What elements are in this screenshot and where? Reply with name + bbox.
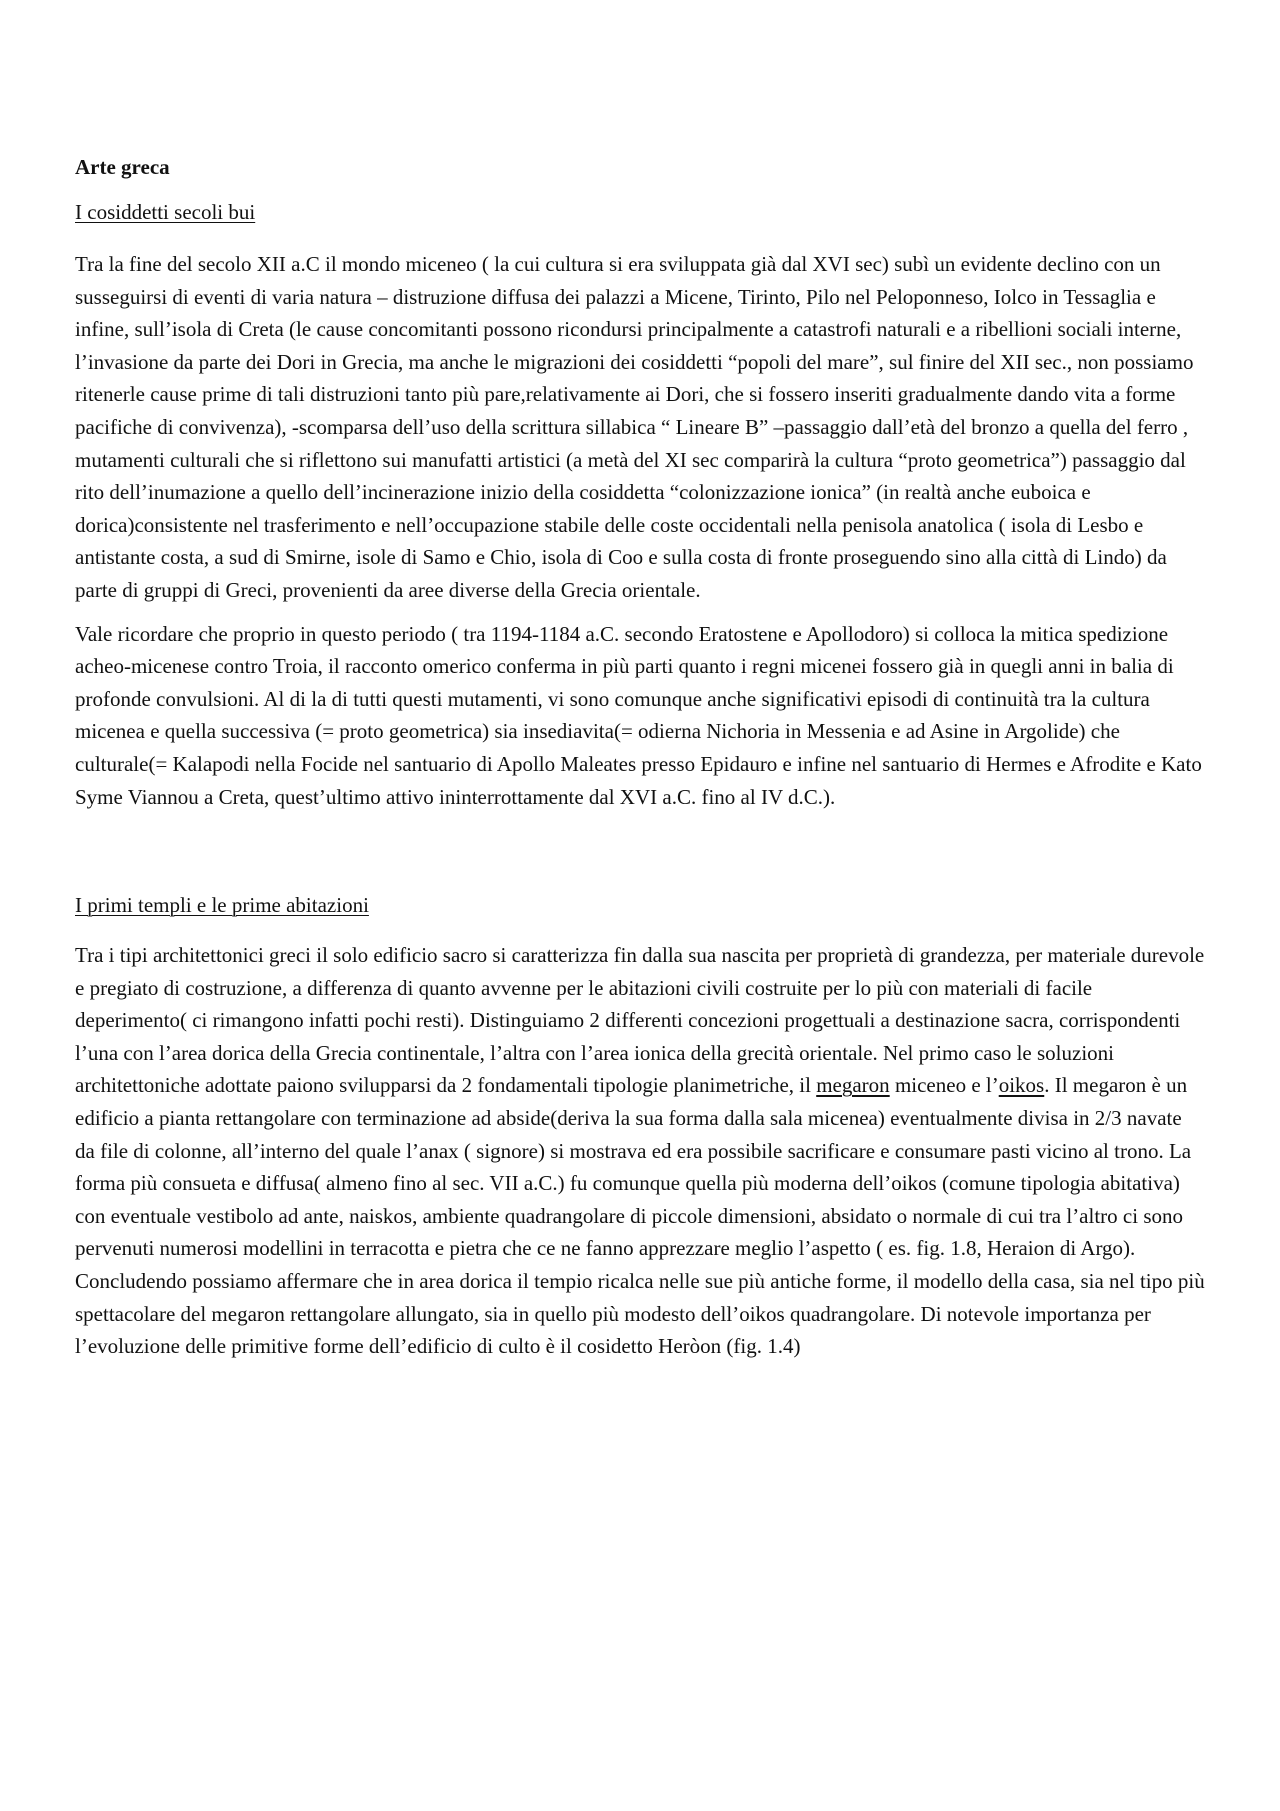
document-title: Arte greca [75, 155, 170, 179]
term-oikos: oikos [998, 1073, 1045, 1098]
paragraph-temples-dwellings [75, 939, 1205, 1363]
section-heading-first-temples: I primi templi e le prime abitazioni [75, 893, 369, 918]
paragraph-text-between: miceneo e l’ [889, 1073, 999, 1098]
paragraph-troy-expedition: Vale ricordare che proprio in questo periodo ( tra 1194-1184 a.C. secondo Eratostene e Apollodoro) si colloca la mitica spedizione acheo-micenese contro Troia, il racconto omerico conferma in più parti quanto i regni micenei fossero già in quegli anni in balia di profonde convulsioni. Al di la di tutti questi mutamenti, vi sono comunque anche significativi episodi di continuità tra la cultura micenea e quella successiva (= proto geometrica) sia insediavita(= odierna Nichoria in Messenia e ad Asine in Argolide) che culturale(= Kalapodi nella Focide nel santuario di Apollo Maleates presso Epidauro e infine nel santuario di Hermes e Afrodite e Kato Syme Viannou a Creta, quest’ultimo attivo ininterrottamente dal XVI a.C. fino al IV d.C.). [75, 621, 1202, 809]
document-page [75, 150, 1205, 1363]
paragraph-decline-mycenaean: Tra la fine del secolo XII a.C il mondo miceneo ( la cui cultura si era sviluppata già dal XVI sec) subì un evidente declino con un susseguirsi di eventi di varia natura – distruzione diffusa dei palazzi a Micene, Tirinto, Pilo nel Peloponneso, Iolco in Tessaglia e infine, sull’isola di Creta (le cause concomitanti possono ricondursi principalmente a catastrofi naturali e a ribellioni sociali interne, l’invasione da parte dei Dori in Grecia, ma anche le migrazioni dei cosiddetti “popoli del mare”, sul finire del XII sec., non possiamo ritenerle cause prime di tali distruzioni tanto più pare,relativamente ai Dori, che si fossero inseriti gradualmente dando vita a forme pacifiche di convivenza), -scomparsa dell’uso della scrittura sillabica “ Lineare B” –passaggio dall’età del bronzo a quella del ferro , mutamenti culturali che si riflettono sui manufatti artistici (a metà del XI sec comparirà la cultura “proto geometrica”) passaggio dal rito dell’inumazione a quello dell’incinerazione inizio della cosiddetta “colonizzazione ionica” (in realtà anche euboica e dorica)consistente nel trasferimento e nell’occupazione stabile delle coste occidentali nella penisola anatolica ( isola di Lesbo e antistante costa, a sud di Smirne, isole di Samo e Chio, isola di Coo e sulla costa di fronte proseguendo sino alla città di Lindo) da parte di gruppi di Greci, provenienti da aree diverse della Grecia orientale. [75, 252, 1194, 602]
paragraph-text-end: . Il megaron è un edificio a pianta rettangolare con terminazione ad abside(deriva la sua forma dalla sala micenea) eventualmente divisa in 2/3 navate da file di colonne, all’interno del quale l’anax ( signore) si mostrava ed era possibile sacrificare e consumare pasti vicino al trono. La forma più consueta e diffusa( almeno fino al sec. VII a.C.) fu comunque quella più moderna dell’oikos (comune tipologia abitativa) con eventuale vestibolo ad ante, naiskos, ambiente quadrangolare di piccole dimensioni, absidato o normale di cui tra l’altro ci sono pervenuti numerosi modellini in terracotta e pietra che ce ne fanno apprezzare meglio l’aspetto ( es. fig. 1.8, Heraion di Argo). Concludendo possiamo affermare che in area dorica il tempio ricalca nelle sue più antiche forme, il modello della casa, sia nel tipo più spettacolare del megaron rettangolare allungato, sia in quello più modesto dell’oikos quadrangolare. Di notevole importanza per l’evoluzione delle primitive forme dell’edificio di culto è il cosidetto Heròon (fig. 1.4) [75, 1073, 1205, 1359]
section-heading-dark-ages: I cosiddetti secoli bui [75, 200, 256, 224]
paragraph-text-start: Tra i tipi architettonici greci il solo edificio sacro si caratterizza fin dalla sua nascita per proprietà di grandezza, per materiale durevole e pregiato di costruzione, a differenza di quanto avvenne per le abitazioni civili costruite per lo più con materiali di facile deperimento( ci rimangono infatti pochi resti). Distinguiamo 2 differenti concezioni progettuali a destinazione sacra, corrispondenti l’una con l’area dorica della Grecia continentale, l’altra con l’area ionica della grecità orientale. Nel primo caso le soluzioni architettoniche adottate paiono svilupparsi da 2 fondamentali tipologie planimetriche, il [75, 943, 1205, 1098]
term-megaron: megaron [816, 1073, 890, 1098]
